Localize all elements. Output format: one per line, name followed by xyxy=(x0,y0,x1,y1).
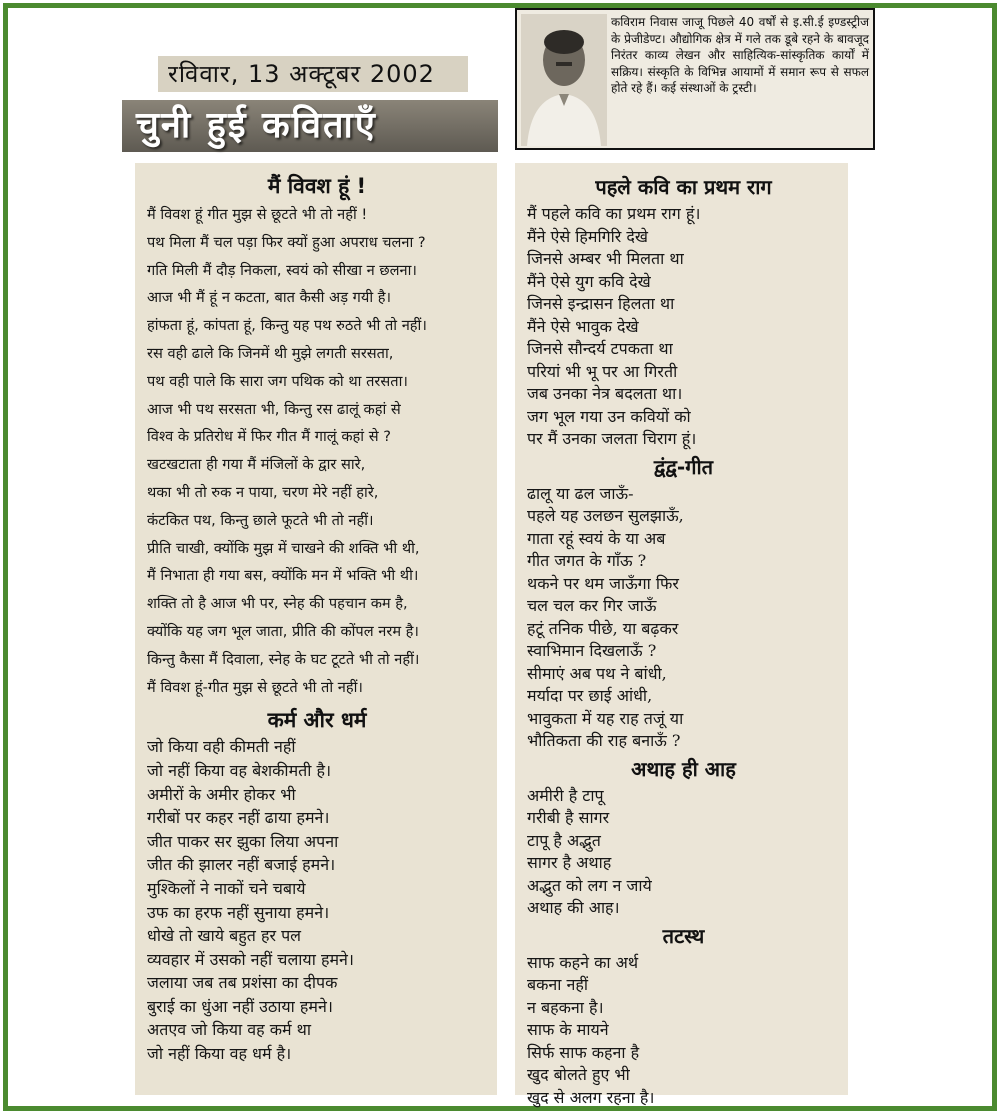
poem-line: गरीबों पर कहर नहीं ढाया हमने। xyxy=(147,808,330,828)
poem-line: जग भूल गया उन कवियों को xyxy=(527,406,691,426)
poem-line: खुद बोलते हुए भी xyxy=(527,1065,630,1084)
left-column xyxy=(135,163,497,1095)
poem-line: व्यवहार में उसको नहीं चलाया हमने। xyxy=(147,949,354,969)
poem-line: भावुकता में यह राह तजूं या xyxy=(527,708,684,728)
author-bio-text: कविराम निवास जाजू पिछले 40 वर्षों से इ.सी.ई इण्डस्ट्रीज के प्रेजीडेण्ट। औद्योगिक क्षेत्र में गले तक डूबे रहने के बावजूद निरंतर काव्य लेखन और साहित्यिक-सांस्कृतिक कार्यों में सक्रिय। संस्कृति के विभिन्न आयामों में समान रूप से सफल होते रहे हैं। कई संस्थाओं के ट्रस्टी। xyxy=(611,15,869,95)
poem-line: धोखे तो खाये बहुत हर पल xyxy=(147,926,302,946)
poem-line: जो नहीं किया वह धर्म है। xyxy=(147,1044,292,1064)
poem-line: टापू है अद्भुत xyxy=(527,830,601,850)
poem-line: मैंने ऐसे युग कवि देखे xyxy=(527,271,651,291)
issue-date: रविवार, 13 अक्टूबर 2002 xyxy=(158,56,468,92)
poem-line: परियां भी भू पर आ गिरती xyxy=(527,361,678,381)
poem-line: सागर है अथाह xyxy=(527,853,612,872)
poem-line: जब उनका नेत्र बदलता था। xyxy=(527,384,683,403)
poem-line: अमीरों के अमीर होकर भी xyxy=(147,784,296,804)
poem-line: थका भी तो रुक न पाया, चरण मेरे नहीं हारे, xyxy=(147,483,379,501)
poem-line: गति मिली मैं दौड़ निकला, स्वयं को सीखा न छलना। xyxy=(147,261,417,279)
poem-line: प्रीति चाखी, क्योंकि मुझ में चाखने की शक्ति भी थी, xyxy=(147,539,420,557)
poem-vivash xyxy=(147,171,487,701)
poem-line: हटूं तनिक पीछे, या बढ़कर xyxy=(527,618,679,638)
poem-line: अद्भुत को लग न जाये xyxy=(527,875,652,895)
poem-line: बकना नहीं xyxy=(527,975,589,994)
poem-line: विश्व के प्रतिरोध में फिर गीत मैं गालूं कहां से ? xyxy=(147,428,391,446)
poem-line: साफ कहने का अर्थ xyxy=(527,952,639,972)
poem-line: गाता रहूं स्वयं के या अब xyxy=(527,528,666,548)
poem-line: अमीरी है टापू xyxy=(527,785,604,805)
poem-title: अथाह ही आह xyxy=(631,756,736,781)
poem-line: अतएव जो किया वह कर्म था xyxy=(147,1020,312,1040)
poem-line: जो नहीं किया वह बेशकीमती है। xyxy=(147,760,332,780)
poem-line: पथ मिला मैं चल पड़ा फिर क्यों हुआ अपराध चलना ? xyxy=(147,233,426,251)
poem-line: आज भी मैं हूं न कटता, बात कैसी अड़ गयी है। xyxy=(147,289,392,307)
author-portrait-icon xyxy=(521,14,607,146)
poem-line: क्योंकि यह जग भूल जाता, प्रीति की कोंपल नरम है। xyxy=(147,622,419,640)
poem-line: उफ का हरफ नहीं सुनाया हमने। xyxy=(147,902,330,922)
poem-line: किन्तु कैसा मैं दिवाला, स्नेह के घट टूटते भी तो नहीं। xyxy=(147,650,420,668)
poem-line: हांफता हूं, कांपता हूं, किन्तु यह पथ रुठते भी तो नहीं। xyxy=(147,317,427,335)
poem-line: पर मैं उनका जलता चिराग हूं। xyxy=(527,429,697,448)
poem-athah-aah xyxy=(527,753,840,920)
poem-line: खटखटाता ही गया मैं मंजिलों के द्वार सारे, xyxy=(147,456,366,474)
poem-dwandwa-geet xyxy=(527,451,840,753)
poem-line: साफ के मायने xyxy=(527,1020,609,1039)
poem-title: पहले कवि का प्रथम राग xyxy=(595,175,772,199)
poem-line: जो किया वही कीमती नहीं xyxy=(147,737,296,757)
poem-line: मैंने ऐसे भावुक देखे xyxy=(527,316,639,336)
poem-line: गीत जगत के गाँऊ ? xyxy=(527,551,647,570)
poem-line: पथ वही पाले कि सारा जग पथिक को था तरसता। xyxy=(147,372,408,390)
poem-line: सिर्फ साफ कहना है xyxy=(527,1042,640,1062)
poem-line: मर्यादा पर छाई आंधी, xyxy=(527,686,653,705)
poem-line: गरीबी है सागर xyxy=(527,808,610,827)
poem-line: मैं विवश हूं-गीत मुझ से छूटते भी तो नहीं। xyxy=(147,678,363,696)
poem-line: जलाया जब तब प्रशंसा का दीपक xyxy=(147,973,338,993)
poem-line: मैंने ऐसे हिमगिरि देखे xyxy=(527,226,649,246)
poem-line: जिनसे अम्बर भी मिलता था xyxy=(527,249,684,268)
poem-line: मैं निभाता ही गया बस, क्योंकि मन में भक्ति भी थी। xyxy=(147,567,419,585)
poem-line: चल चल कर गिर जाऊँ xyxy=(527,596,657,615)
poem-title: तटस्थ xyxy=(662,923,705,948)
section-banner: चुनी हुई कविताएँ xyxy=(122,100,498,152)
poem-line: जीत पाकर सर झुका लिया अपना xyxy=(147,831,339,851)
poem-line: मुश्किलों ने नाकों चने चबाये xyxy=(147,878,306,898)
poem-line: रस वही ढाले कि जिनमें थी मुझे लगती सरसता, xyxy=(147,344,394,362)
poem-title: मैं विवश हूं ! xyxy=(267,174,367,198)
poem-line: पहले यह उलछन सुलझाऊँ, xyxy=(527,506,684,525)
poem-line: जिनसे इन्द्रासन हिलता था xyxy=(527,294,675,313)
poem-line: न बहकना है। xyxy=(527,997,604,1017)
poem-title: द्वंद्व-गीत xyxy=(653,454,714,479)
poem-line: शक्ति तो है आज भी पर, स्नेह की पहचान कम है, xyxy=(147,595,408,613)
poem-line: बुराई का धुंआ नहीं उठाया हमने। xyxy=(147,996,333,1016)
poem-line: खुद से अलग रहना है। xyxy=(527,1087,655,1107)
poem-line: थकने पर थम जाऊँगा फिर xyxy=(527,573,679,593)
poem-line: मैं पहले कवि का प्रथम राग हूं। xyxy=(527,204,701,223)
right-column xyxy=(515,163,848,1107)
poem-line: सीमाएं अब पथ ने बांधी, xyxy=(527,663,667,683)
author-photo xyxy=(521,14,607,146)
poem-line: कंटकित पथ, किन्तु छाले फूटते भी तो नहीं। xyxy=(147,511,374,529)
poem-line: जिनसे सौन्दर्य टपकता था xyxy=(527,339,673,358)
poem-line: आज भी पथ सरसता भी, किन्तु रस ढालूं कहां से xyxy=(147,400,401,418)
author-bio-box xyxy=(515,8,875,150)
poem-line: स्वाभिमान दिखलाऊँ ? xyxy=(527,641,657,660)
poem-line: जीत की झालर नहीं बजाई हमने। xyxy=(147,855,336,875)
poem-line: ढालू या ढल जाऊँ- xyxy=(527,483,634,503)
poem-line: अथाह की आह। xyxy=(527,898,620,917)
poem-tatasth xyxy=(527,920,840,1110)
poem-karm-dharm xyxy=(147,705,487,1065)
poem-line: मैं विवश हूं गीत मुझ से छूटते भी तो नहीं ! xyxy=(147,206,368,223)
poem-title: कर्म और धर्म xyxy=(267,708,367,733)
poem-line: भौतिकता की राह बनाऊँ ? xyxy=(527,731,681,750)
poem-pratham-raag xyxy=(527,171,840,451)
